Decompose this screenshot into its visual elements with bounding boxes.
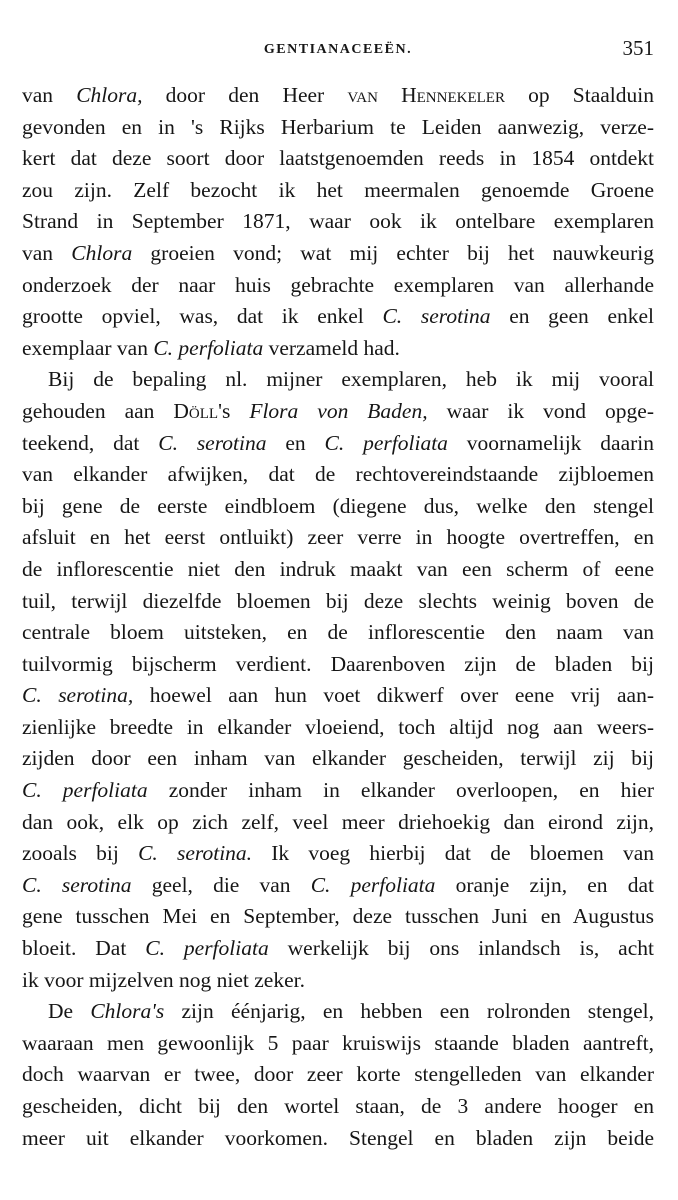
running-head: GENTIANACEEËN. [263,42,413,57]
text-run: doch waarvan er twee, door zeer korte stengelleden van elkander [22,1062,654,1087]
text-run: door den Heer [142,83,348,107]
text-run: Ik voeg hierbij dat de bloemen van [252,841,654,866]
text-line [22,428,654,460]
italic-run: C. perfoliata [145,936,269,961]
text-run: afsluit en het eerst ontluikt) zeer verre in hoogte overtreffen, en [22,525,654,550]
text-line [22,459,654,491]
text-line [22,1059,654,1091]
text-run: geel, die van [131,872,311,897]
text-line [22,965,654,997]
text-line [22,80,654,112]
text-run: zijn éénjarig, en hebben een rolronden stengel, [164,999,654,1024]
text-line [22,112,654,144]
text-line [22,775,654,807]
italic-run: Chlora, [76,83,143,107]
text-run: onderzoek der naar huis gebrachte exemplaren van allerhande [22,272,654,297]
text-run: de inflorescentie niet den indruk maakt van een scherm of eene [22,556,654,581]
text-run: gehouden aan [22,398,174,423]
text-run: en [266,430,325,455]
text-run: Strand in September 1871, waar ook ik ontelbare exemplaren [22,209,654,234]
text-line [22,206,654,238]
text-line [22,1123,654,1155]
text-run: van elkander afwijken, dat de rechtovereindstaande zijbloemen [22,462,654,487]
text-line [22,586,654,618]
italic-run: C. serotina, [22,683,134,708]
text-run: zienlijke breedte in elkander vloeiend, toch altijd nog aan weers- [22,714,654,739]
text-run: werkelijk bij ons inlandsch is, acht [268,936,654,961]
page-number: 351 [622,36,654,60]
text-run: gescheiden, dicht bij den wortel staan, de 3 andere hooger en [22,1094,654,1118]
text-run: waar ik vond opge- [427,398,654,423]
text-run: zijden door een inham van elkander gescheiden, terwijl zij bij [22,746,654,771]
text-run: van [22,240,72,265]
text-line [22,649,654,681]
text-run: exemplaar van [22,335,154,360]
text-line [22,301,654,333]
text-line [22,491,654,523]
text-run: gevonden en in 's Rijks Herbarium te Leiden aanwezig, verze- [22,114,654,139]
text-run: bij gene de eerste eindbloem (diegene dus, welke den stengel [22,493,654,518]
text-line [22,743,654,775]
text-line [22,933,654,965]
text-line [22,680,654,712]
text-line [22,333,654,365]
text-run: grootte opviel, was, dat ik enkel [22,304,383,329]
italic-run: C. serotina [382,304,491,329]
text-run: ik voor mijzelven nog niet zeker. [22,967,305,992]
text-run: hoewel aan hun voet dikwerf over eene vrij aan- [133,683,654,708]
text-run: waaraan men gewoonlijk 5 paar kruiswijs staande bladen aantreft, [22,1030,654,1055]
text-run: zooals bij [22,841,139,866]
italic-run: Chlora [71,240,133,265]
italic-run: C. perfoliata [153,335,264,360]
italic-run: C. perfoliata [310,872,436,897]
small-caps-run: van Hennekeler [347,83,505,107]
text-line [22,996,654,1028]
text-run: op Staalduin [504,83,654,107]
body-text [22,80,654,1154]
text-line [22,1091,654,1123]
text-line [22,807,654,839]
text-run: verzameld had. [263,335,400,360]
text-run: teekend, dat [22,430,159,455]
text-line [22,617,654,649]
italic-run: C. perfoliata [324,430,448,455]
text-line [22,270,654,302]
text-line [22,396,654,428]
text-line [22,238,654,270]
text-line [22,712,654,744]
text-run: bloeit. Dat [22,936,146,961]
text-run: voornamelijk daarin [447,430,654,455]
italic-run: Flora von Baden, [249,398,428,423]
text-run: van [22,83,77,107]
text-run: meer uit elkander voorkomen. Stengel en bladen zijn beide [22,1125,654,1150]
text-run: zonder inham in elkander overloopen, en hier [147,778,654,803]
text-line [22,901,654,933]
text-run: De [48,999,91,1024]
italic-run: Chlora's [90,999,165,1024]
text-run: gene tusschen Mei en September, deze tusschen Juni en Augustus [22,904,654,929]
italic-run: C. perfoliata [22,778,148,803]
text-run: tuilvormig bijscherm verdient. Daarenboven zijn de bladen bij [22,651,654,676]
text-line [22,175,654,207]
text-run: 's [218,398,250,423]
italic-run: C. serotina [158,430,267,455]
text-run: tuil, terwijl diezelfde bloemen bij deze slechts weinig boven de [22,588,654,613]
text-run: en geen enkel [490,304,654,329]
italic-run: C. serotina. [138,841,253,866]
text-line [22,1028,654,1060]
text-line [22,143,654,175]
text-run: Bij de bepaling nl. mijner exemplaren, heb ik mij vooral [48,367,654,392]
small-caps-run: Döll [173,398,219,423]
text-run: oranje zijn, en dat [435,872,654,897]
text-line [22,522,654,554]
text-run: dan ook, elk op zich zelf, veel meer driehoekig dan eirond zijn, [22,809,654,834]
italic-run: C. serotina [22,872,132,897]
text-run: centrale bloem uitsteken, en de inflorescentie den naam van [22,620,654,645]
text-run: groeien vond; wat mij echter bij het nauwkeurig [132,240,654,265]
text-line [22,364,654,396]
text-line [22,554,654,586]
page-header [22,34,654,70]
text-run: zou zijn. Zelf bezocht ik het meermalen genoemde Groene [22,177,654,202]
text-run: kert dat deze soort door laatstgenoemden reeds in 1854 ontdekt [22,146,654,171]
text-line [22,838,654,870]
text-line [22,870,654,902]
